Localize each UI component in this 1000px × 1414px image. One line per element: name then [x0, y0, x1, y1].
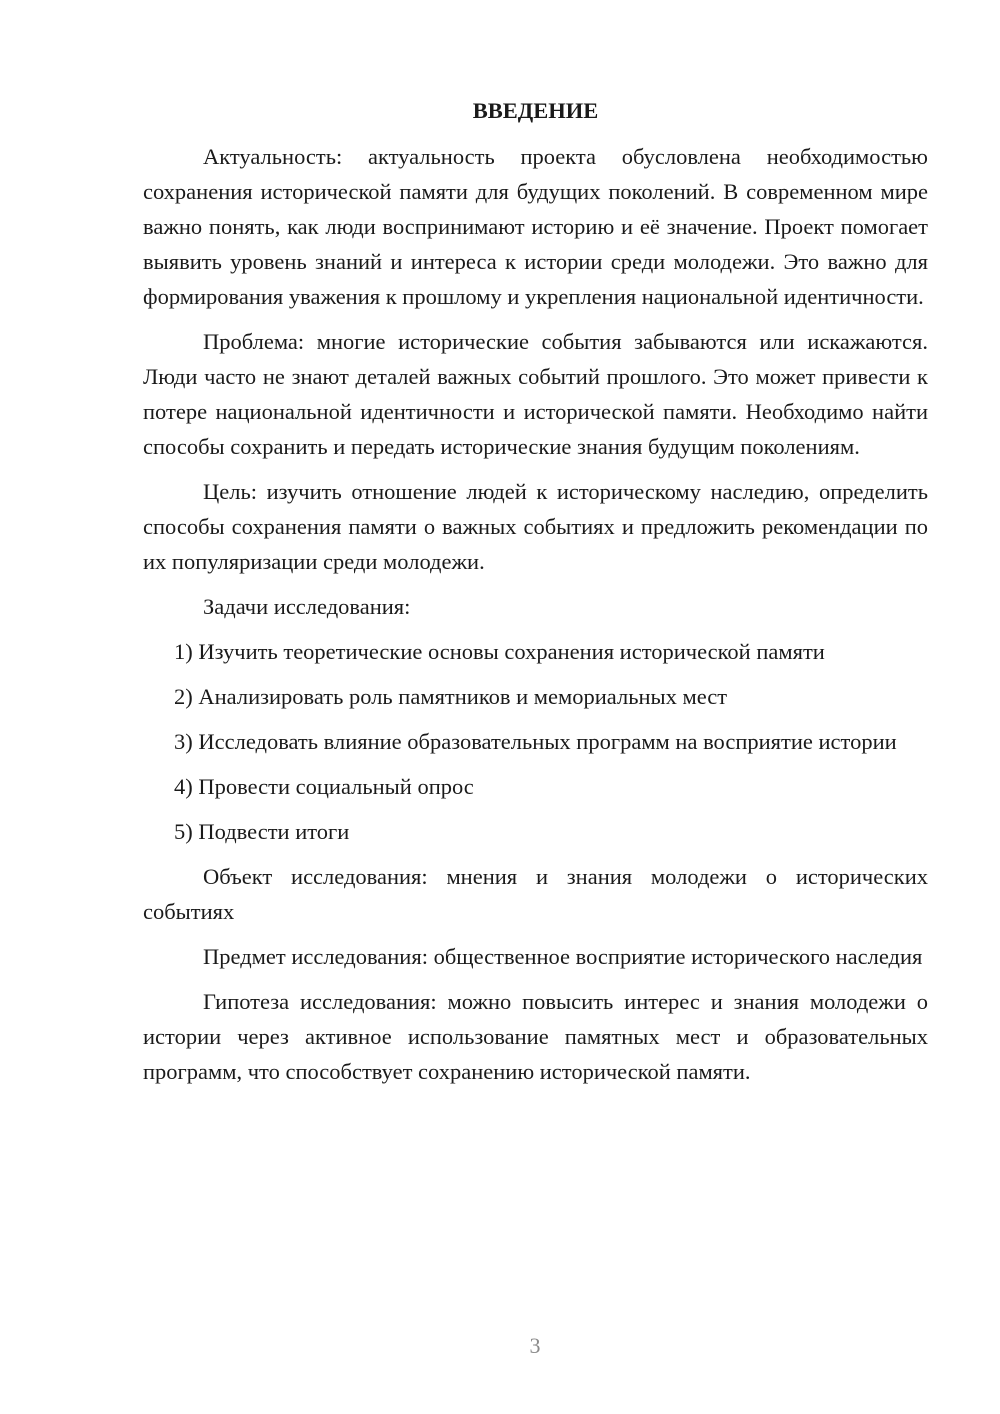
object-paragraph: Объект исследования: мнения и знания молодежи о исторических событиях — [143, 864, 928, 924]
tasks-label: Задачи исследования: — [203, 594, 411, 619]
hypothesis-paragraph: Гипотеза исследования: можно повысить интерес и знания молодежи о истории через активное использование памятных мест и образовательных программ, что способствует сохранению исторической памяти. — [143, 989, 928, 1084]
goal-paragraph: Цель: изучить отношение людей к историческому наследию, определить способы сохранения памяти о важных событиях и предложить рекомендации по их популяризации среди молодежи. — [143, 479, 928, 574]
task-item: 1) Изучить теоретические основы сохранения исторической памяти — [174, 639, 825, 664]
relevance-paragraph: Актуальность: актуальность проекта обусловлена необходимостью сохранения исторической памяти для будущих поколений. В современном мире важно понять, как люди воспринимают историю и её значение. Проект помогает выявить уровень знаний и интереса к истории среди молодежи. Это важно для формирования уважения к прошлому и укрепления национальной идентичности. — [143, 144, 928, 309]
task-item: 5) Подвести итоги — [174, 819, 350, 844]
page-number: 3 — [529, 1333, 541, 1358]
task-item: 4) Провести социальный опрос — [174, 774, 474, 799]
page-body — [143, 96, 928, 1099]
subject-paragraph: Предмет исследования: общественное восприятие исторического наследия — [203, 944, 923, 969]
task-item: 3) Исследовать влияние образовательных программ на восприятие истории — [174, 729, 897, 754]
task-item: 2) Анализировать роль памятников и мемориальных мест — [174, 684, 728, 709]
problem-paragraph: Проблема: многие исторические события забываются или искажаются. Люди часто не знают деталей важных событий прошлого. Это может привести к потере национальной идентичности и исторической памяти. Необходимо найти способы сохранить и передать исторические знания будущим поколениям. — [143, 329, 928, 459]
section-heading: ВВЕДЕНИЕ — [472, 98, 599, 123]
